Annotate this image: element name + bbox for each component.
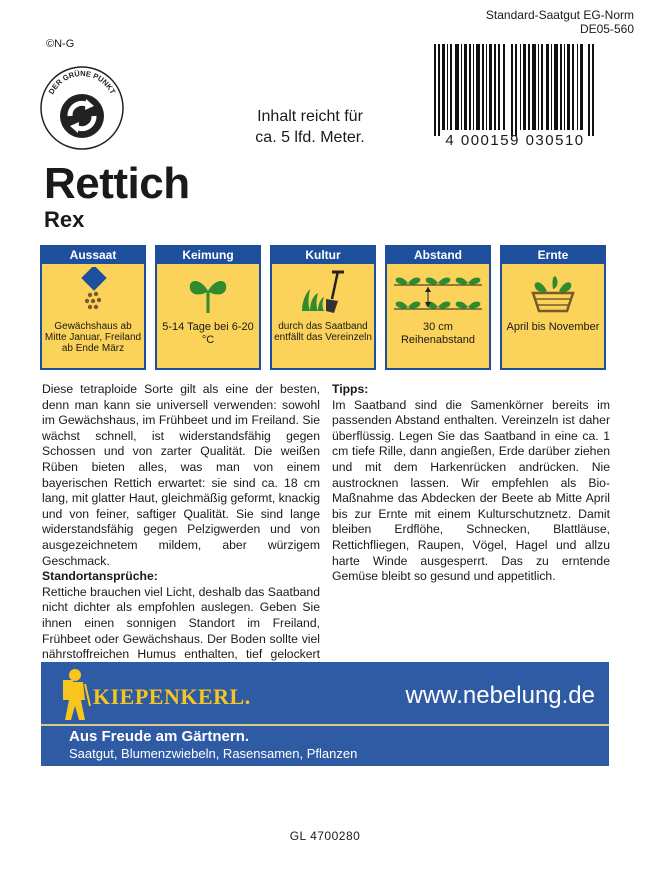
gruener-punkt-logo-icon xyxy=(40,66,124,150)
tips-heading: Tipps: xyxy=(332,382,369,396)
panel-keimung xyxy=(155,245,261,370)
banner-divider xyxy=(41,724,609,726)
seed-standard xyxy=(486,8,634,36)
brand-tagline: Saatgut, Blumenzwiebeln, Rasensamen, Pflanzen xyxy=(69,746,358,761)
brand-slogan: Aus Freude am Gärtnern. xyxy=(69,728,250,745)
panel-title: Aussaat xyxy=(42,247,144,264)
spacing-icon xyxy=(387,267,489,317)
panel-ernte xyxy=(500,245,606,370)
product-name: Rettich xyxy=(44,159,190,208)
article-code: GL 4700280 xyxy=(289,829,361,843)
harvest-basket-icon xyxy=(502,267,604,317)
panel-title: Keimung xyxy=(157,247,259,264)
panel-text: 30 cm Reihenabstand xyxy=(400,321,475,346)
panel-abstand xyxy=(385,245,491,370)
panel-kultur xyxy=(270,245,376,370)
panel-title: Ernte xyxy=(502,247,604,264)
product-variety: Rex xyxy=(44,207,85,232)
seed-standard-line2: DE05-560 xyxy=(579,22,634,36)
content-amount xyxy=(240,106,380,148)
panel-text: durch das Saatband entfällt das Vereinzeln xyxy=(274,321,372,343)
location-heading: Standortansprüche: xyxy=(42,569,158,584)
content-line1: Inhalt reicht für xyxy=(257,108,363,125)
copyright: ©N-G xyxy=(46,38,75,50)
content-line2: ca. 5 lfd. Meter. xyxy=(255,129,365,146)
sprout-icon xyxy=(157,267,259,317)
panel-title: Abstand xyxy=(387,247,489,264)
panel-text: 5-14 Tage bei 6-20 °C xyxy=(162,321,254,346)
kiepenkerl-mascot-icon xyxy=(57,666,91,722)
website-link[interactable]: www.nebelung.de xyxy=(405,682,595,709)
panel-aussaat xyxy=(40,245,146,370)
seed-standard-line1: Standard-Saatgut EG-Norm xyxy=(485,8,634,22)
tips-text: Im Saatband sind die Samenkörner bereits im passenden Abstand enthalten. Vereinzeln ist daher überflüssig. Legen Sie das Saatband in eine ca. 1 cm tiefe Rille, dann angießen, Erde darüber ziehen und mit dem Harkenrücken andrücken. Nie austrocknen lassen. Wir empfehlen als Bio-Maßnahme das Abdecken der Beete ab Mitte April bis zur Ernte mit einem Kulturschutznetz. Damit bleiben Erdflöhe, Schnecken, Blattläuse, Rettichfliegen, Raupen, Vögel, Hagel und allzu harte Winde ausgesperrt. Das zu erntende Gemüse bleibt so gesund und appetitlich. xyxy=(332,397,610,584)
logo-text: DER GRÜNE PUNKT xyxy=(46,68,118,96)
body-column-right xyxy=(332,382,610,585)
panel-title: Kultur xyxy=(272,247,374,264)
brand-name: KIEPENKERL. xyxy=(93,684,251,709)
seed-packet-icon xyxy=(42,267,144,317)
location-text: Rettiche brauchen viel Licht, deshalb das Saatband nicht dichter als empfohlen auslegen. Geben Sie ihnen einen sonnigen Standort im Freiland, Frühbeet oder Gewächshaus. Der Boden sollte viel nährstoffreichen Humus enthalten, tief gelockert xyxy=(42,584,320,662)
barcode-digits: 4 000159 030510 xyxy=(445,132,585,149)
spade-icon xyxy=(272,267,374,317)
brand-banner xyxy=(41,662,609,766)
body-column-left xyxy=(42,382,320,678)
intro-text: Diese tetraploide Sorte gilt als eine der besten, denn man kann sie universell verwenden: sowohl im Gewächshaus, im Frühbeet und im Freiland. Sie wächst schnell, ist widerstandsfähig gegen Schossen und von zarter Qualität. Die weißen Rüben bieten alles, was man von einem bayerischen Rettich erwartet: sie sind ca. 18 cm lang, mit glatter Haut, gleichmäßig geformt, knackig und von feiner, saftiger Qualität. Sie sind lange widerstandsfähig gegen Pelzigwerden und von ausgezeichnetem mildem, aber würzigem Geschmack. xyxy=(42,382,320,568)
panel-text: April bis November xyxy=(506,321,600,333)
panel-text: Gewächshaus ab Mitte Januar, Freiland ab Ende März xyxy=(44,321,142,354)
